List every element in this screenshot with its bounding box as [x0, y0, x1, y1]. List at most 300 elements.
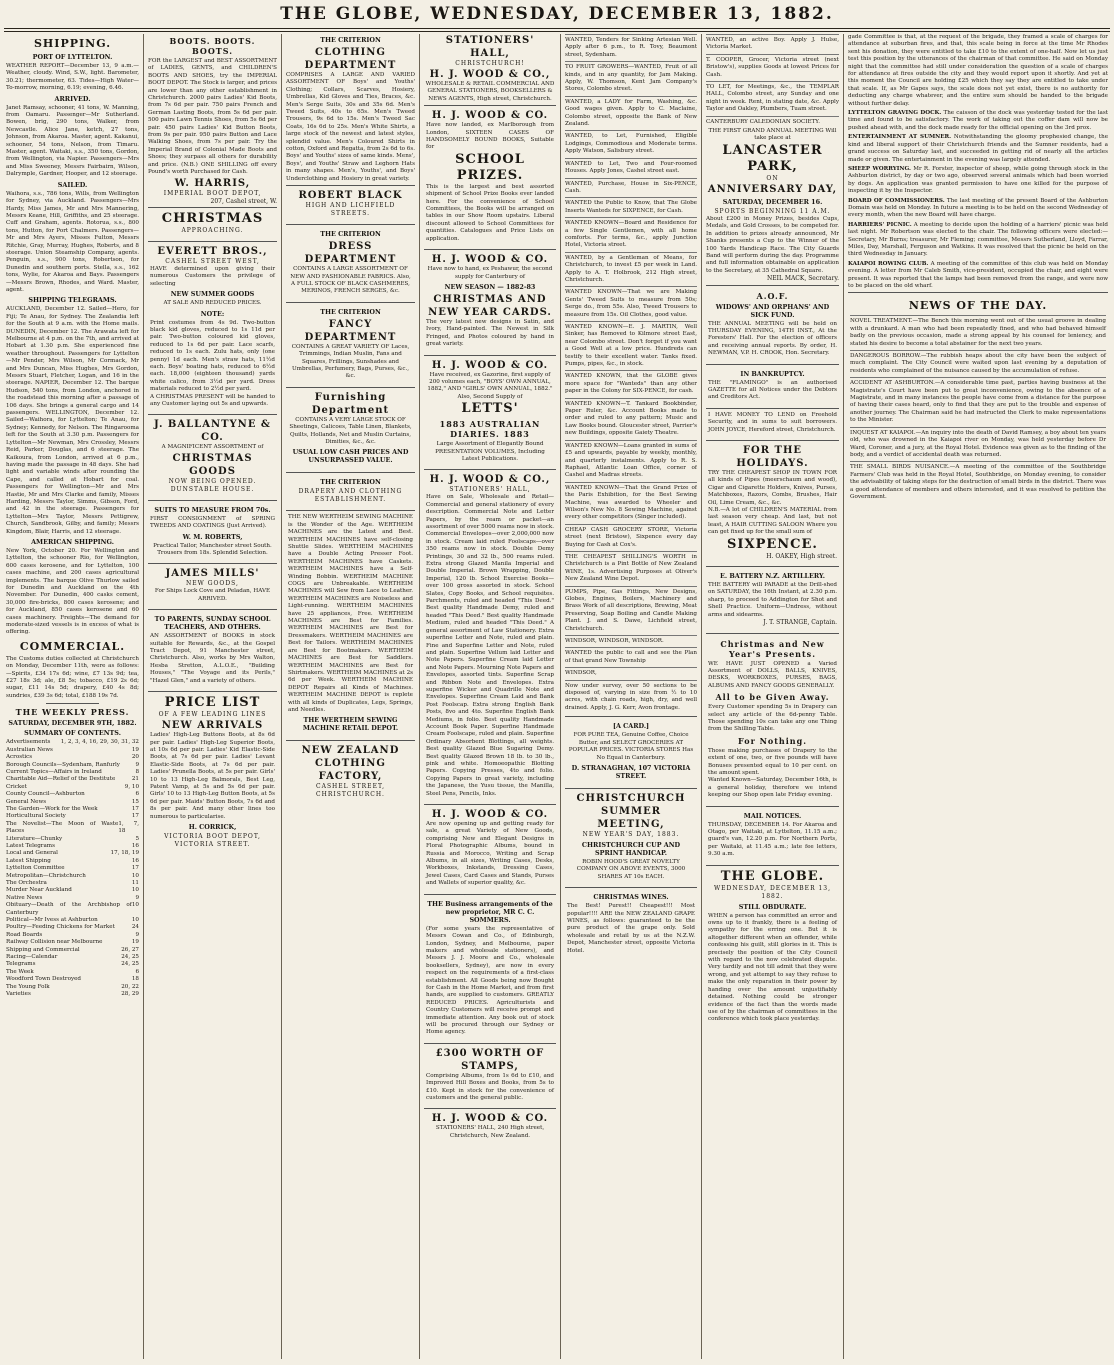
ad-title: DRESS DEPARTMENT	[304, 241, 397, 266]
editorial-text: gade Committee is that, at the request of the brigade, they framed a scale of charges for attendance at suburban fires, and that, this scale being in force at the time Mr Rhodes sent his donation, they were entitled to take £10 to the extent of one-half. Now let us just test this position by the utterances of the chairman of that committee. He said on Monday night that the committee had still under consideration the question of a scale of charges for attendance at fires outside the city and they would report upon it shortly. And yet at this moment the Council are holding £25 which they say they are entitled to take under that scale. If, as Mr Gapes says, the scale does not yet exist, there is no authority for deducting any charge whatever, and the entire sum should be handed to the brigade without further delay.	[848, 34, 1108, 107]
ad-heading: CHRISTMAS	[161, 210, 264, 226]
contents-title: Shipping and Commercial	[6, 946, 80, 953]
ad-heading: A.O.F.	[756, 290, 789, 301]
classified-ad: WANTED, by a Gentleman of Means, for Christchurch, to invest £5 per week in Land. Apply to A. T. Holbrook, 212 High street, Christchurch.	[565, 252, 697, 287]
advertiser-name: ROBERT BLACK	[298, 190, 403, 202]
contents-page: 5	[135, 835, 139, 842]
contents-row	[6, 821, 139, 836]
classified-ad: WANTED, a LADY for Farm, Washing, &c. Good wages given. Apply to C. Maclaine, Colombo street, opposite the Bank of New Zealand.	[565, 96, 697, 131]
ad-text: Trousers from 18s. Splendid Selection.	[157, 550, 268, 557]
classified-ad: WANTED to Let, Two and Four-roomed Houses. Apply Jones, Cashel street east.	[565, 158, 697, 178]
contents-row	[6, 836, 139, 843]
ad-subheading: WIDOWS' AND ORPHANS' AND SICK FUND.	[715, 302, 830, 319]
classified-ad: WANTED, an active Boy. Apply J. Hulse, Victoria Market.	[706, 34, 839, 54]
ad-text: THURSDAY, DECEMBER 14. For Akaroa and Otago, per Waitaki, at Lyttelton, 11.15 a.m.; guard's van, 12.20 p.m. For Northern Ports, per Waitaki, at 11.45 a.m.; late fee letters, 9.30 a.m.	[708, 821, 837, 858]
ad-subheading: STATIONERS' HALL,	[449, 486, 531, 494]
ad-subheading: NOTE:	[200, 309, 225, 318]
ad-highlight: SCHOOL PRIZES.	[455, 151, 525, 183]
advertiser-name: H. J. WOOD & CO.,	[429, 69, 551, 80]
ad-heading: Christmas and New Year's Presents.	[720, 638, 825, 659]
weather-report: WEATHER REPORT—December 13, 9 a.m.—Weather, cloudy. Wind, S.W., light. Barometer, 30.21; thermometer, 63. Tides—High Water—To-morrow, morning, 6.19; evening, 6.46.	[6, 63, 139, 92]
ad-text: THE "FLAMINGO" is an authorised GAZETTE for all Notices under the Debtors and Creditors Act.	[708, 379, 837, 401]
classified-ad: WANTED the public to call and see the Plan of that grand New Township	[565, 647, 697, 667]
contents-page: 1, 7, 18	[118, 820, 139, 835]
contents-page: 10	[131, 902, 139, 909]
contents-title: The Young Folk	[6, 983, 50, 990]
contents-title: Railway Collision near Melbourne	[6, 939, 103, 946]
column-divider	[843, 34, 844, 1359]
ad-text: About £200 in Money Prizes, besides Cups, Medals, and Gold Crosses, to be competed for. In addition to prizes already announced, Mr Shanks presents a Cup to the Winner of the 100 Yards Handicap Race. The City Guards Band will perform during the day. Programme and full information obtainable on application to the Secretary, at 35 Cathedral Square.	[706, 215, 839, 274]
ad-text: Comprising Albums, from 1s 6d to £10, and Improved Hill Boxes and Books, from 5s to £10. Kept in stock for the convenience of customers and the general public.	[426, 1072, 554, 1101]
advertiser-name: W. M. ROBERTS,	[182, 532, 243, 541]
contents-page: 24, 25	[121, 961, 139, 968]
ad-text: For Ships Lock Cove and Peladan, HAVE ARRIVED.	[154, 588, 271, 602]
contents-row	[6, 799, 139, 806]
column-wanteds	[565, 34, 697, 1359]
ad-text: FOR PURE TEA, Genuine Coffee, Choice Butter, and SELECT GROCERIES AT POPULAR PRICES. VICTORIA STORES Has No Equal in Canterbury.	[568, 732, 694, 761]
advertiser-name: NEW ZEALAND CLOTHING FACTORY,	[301, 745, 400, 783]
subheading: PORT OF LYTTELTON.	[32, 53, 113, 61]
ad-heading: THE CRITERION	[320, 307, 381, 316]
ad-text: CONTAINS A VERY LARGE STOCK OF Sheetings, Calicoes, Table Linen, Blankets, Quilts, Hollands, Net and Muslin Curtains, Dimities, &c., &c.	[289, 416, 412, 445]
ad-subheading: NEW GOODS,	[186, 580, 239, 588]
ad-text: ROBIN HOOD'S GREAT NOVELTY COMPANY ON ABOVE EVENTS, 3000 SHARES AT 10s EACH.	[576, 858, 686, 880]
column-divider	[701, 34, 702, 1359]
contents-title: Telegrams	[6, 961, 36, 968]
contents-page: 18	[131, 976, 139, 983]
contents-row	[6, 902, 139, 917]
masthead-rule	[4, 28, 1110, 32]
advertiser-address: CASHEL STREET WEST,	[165, 257, 260, 265]
ad-heading: TO PARENTS, SUNDAY SCHOOL TEACHERS, AND OTHERS.	[154, 615, 271, 632]
advertiser-name: D. STRANAGHAN, 107 VICTORIA STREET.	[571, 763, 691, 780]
ad-subheading: CHRISTCHURCH!	[455, 60, 525, 67]
contents-title: Horticultural Society	[6, 813, 66, 820]
contents-page: 9	[135, 931, 139, 938]
subheading: ARRIVED.	[54, 94, 91, 103]
weekly-press-date: SATURDAY, DECEMBER 9TH, 1882.	[8, 719, 137, 728]
ad-text: FIRST CONSIGNMENT of SPRING TWEEDS AND COATINGS (Just Arrived).	[150, 515, 275, 530]
contents-list	[6, 739, 139, 998]
ad-highlight: ANNIVERSARY DAY,	[707, 183, 838, 195]
column-stationers	[424, 34, 556, 1359]
advertiser-name: H. J. WOOD & CO.	[431, 110, 549, 122]
advertiser-name: H. J. WOOD & CO.	[431, 1113, 549, 1125]
contents-title: Charitable Aid—Relief of the Destitute	[6, 776, 116, 783]
advertiser-name: H. J. WOOD & CO.	[431, 809, 549, 821]
contents-title: Woodford Town Destroyed	[6, 976, 81, 983]
ad-highlight: LANCASTER PARK,	[722, 142, 823, 174]
ad-text: A MAGNIFICENT ASSORTMENT of	[161, 444, 264, 451]
column-divider	[419, 34, 420, 1359]
news-item: THE SMALL BIRDS NUISANCE.—A meeting of the committee of the Southbridge Farmers' Club was held in the Royal Hotel, Southbridge, on Monday evening, to consider the advisability of taking steps for the destruction of small birds in the district. There was a good attendance of members and others interested, and it was resolved to petition the Government.	[850, 461, 1106, 503]
section-heading: SHIPPING.	[33, 37, 112, 50]
contents-title: Australian News	[6, 746, 53, 753]
advertiser-name: H. J. WOOD & CO.,	[429, 474, 551, 486]
contents-title: Cricket	[6, 783, 27, 790]
ad-text: STATIONERS' HALL, 240 High street, Christchurch, New Zealand.	[435, 1125, 545, 1139]
ad-subheading: NEW YEAR'S DAY, 1883.	[582, 830, 680, 838]
news-item: INQUEST AT KAIAPOI.—An inquiry into the death of David Ramsey, a boy about ten years old, who was drowned in the Kaiapoi river on Monday, was held yesterday before Dr Ward, Coroner, and a jury, at the Royal Hotel. Evidence was given as to the finding of the body, and a verdict of accidental death was returned.	[850, 427, 1106, 462]
ad-subheading: APPROACHING.	[181, 226, 244, 234]
ad-text: (For some years the representative of Messrs Cowan and Co., of Edinburgh, London, Sydney, and Melbourne, paper makers and wholesale stationers), and Messrs J. J. Moore and Co., wholesale booksellers, Sydney), are now in every respect on the requirements of a first-class establishment. All Goods being now Bought for Cash in the Home Market, and from first hands, are supplied to customers. GREATLY REDUCED PRICES. Agriculturists and Country Customers will receive prompt and immediate attention. Any book out of stock will be procured through our Sydney or Home agency.	[426, 925, 554, 1036]
contents-title: Murder Near Auckland	[6, 887, 72, 894]
ad-heading: PRICE LIST	[164, 695, 261, 711]
ad-highlight: LETTS'	[461, 401, 519, 417]
ad-text: THE ANNUAL MEETING will be held on THURSDAY EVENING, 14TH INST., At the Foresters' Hall. For the election of officers and receiving annual reports. By order, H. NEWMAN, V.P. H. CROOK, Hon. Secretary.	[708, 320, 837, 357]
advertiser-name: H. CORRICK,	[188, 822, 237, 831]
section-heading: COMMERCIAL.	[19, 639, 126, 653]
contents-page: 9	[135, 894, 139, 901]
news-subhead: KAIAPOI ROWING CLUB.	[848, 260, 929, 267]
news-subhead: LYTTELTON GRAVING DOCK.	[848, 110, 942, 117]
contents-page: 6	[135, 791, 139, 798]
contents-row	[6, 991, 139, 998]
ad-heading: [A CARD.]	[612, 722, 650, 731]
column-news	[848, 34, 1108, 1359]
ad-subheading: DRAPERY AND CLOTHING ESTABLISHMENT.	[298, 488, 403, 504]
ad-text: Wanted Known—Saturday, December 16th, is a general holiday, therefore we intend keeping our Shop open late Friday evening.	[708, 777, 837, 799]
classified-ad: THE CHEAPEST SHILLING'S WORTH in Christchurch is a Pint Bottle of New Zealand WINE, 1s. Advertising Purposes at Oliver's New Zealand Wine Depot.	[565, 551, 697, 586]
contents-title: Literature—Chunky	[6, 835, 63, 842]
ad-highlight: For Nothing.	[738, 735, 807, 746]
news-text: The last meeting of the present Board of the Ashburton Domain was held on Monday. In future a meeting is to be held on the second Wednesday of every month, when the new Board will have charge.	[848, 197, 1108, 219]
ad-subheading: NEW SEASON — 1882-83	[444, 282, 536, 291]
ad-text: HAVE determined upon giving their numerous Customers the privilege of selecting	[150, 265, 275, 287]
news-item: ACCIDENT AT ASHBURTON.—A considerable time past, parties having business at the Magistrate's Court have been put to great inconvenience, owing to the absence of a Magistrate, and in many instances the people have come from a distance for the purpose of having their cases heard, only to find that they are put to the trouble and expense of another journey. The Chairman said he had instructed the Clerk to make representations to the Minister.	[850, 377, 1106, 426]
column-shipping	[6, 34, 139, 1359]
classified-ad: T. COOPER, Grocer, Victoria street (next Bristow's), supplies Goods at lowest Prices for Cash.	[706, 54, 839, 81]
classified-ad: WANTED KNOWN—T. Tankard Bookbinder, Paper Ruler, &c. Account Books made to order and ruled to any pattern; Music and Law Books bound. Gloucester street, Parrier's new Buildings, opposite Gaiety Theatre.	[565, 398, 697, 440]
ad-text: COMPRISES A LARGE AND VARIED ASSORTMENT OF Boys' and Youths' Clothing; Collars, Scarves, Hosiery, Umbrellas, Kid Gloves and Ties, Braces, &c. Men's Serge Suits, 30s and 35s 6d. Men's Tweed Suits, 40s to 65s. Men's Tweed Trousers, 9s 6d to 15s. Men's Tweed Sac Coats, 16s 6d to 25s. Men's White Shirts, a large stock of the newest and latest styles, splendid value. Men's Coloured Shirts in cotton, Oxford and Regatta, from 2s 6d to 6s. Boys' and Youths' sizes of same kinds. Mens', Boys', and Youths' Straw and Leghorn Hats in many shapes. Men's, Youths', and Boys' Underclothing and Hosiery in great variety.	[286, 72, 415, 182]
weekly-press-title: THE WEEKLY PRESS.	[15, 707, 130, 718]
advertiser-address: VICTORIA BOOT DEPOT,	[164, 832, 261, 840]
contents-title: Latest Shipping	[6, 857, 51, 864]
contents-page: 19	[131, 939, 139, 946]
classified-ad: WANTED, Purchase, House in Six-PENCE, Cash.	[565, 178, 697, 198]
ad-highlight: CHRISTMAS GOODS	[172, 452, 253, 477]
contents-page: 24	[131, 924, 139, 931]
subheading: SUMMARY OF CONTENTS.	[24, 729, 121, 738]
advertiser-name: EVERETT BROS.,	[157, 245, 268, 257]
ad-text: Are now opening up and getting ready for sale, a great Variety of New Goods, comprising New and Elegant Designs in Floral Photographic Albums, bound in Russia and Morocco, Writing and Scrap Albums, in all sizes, Writing Cases, Desks, Workboxes, Inkstands, Dressing Cases, Jewel Cases, Card Cases and Stands, Purses and Wallets of superior quality, &c.	[426, 821, 554, 887]
editorial-date: WEDNESDAY, DECEMBER 13, 1882.	[713, 884, 832, 900]
ad-heading: SUITS TO MEASURE FROM 70s.	[154, 505, 271, 514]
advertiser-name: THE WERTHEIM SEWING MACHINE RETAIL DEPOT.	[302, 716, 399, 733]
ad-subheading: CHRISTCHURCH CUP AND SPRINT HANDICAP.	[581, 840, 681, 857]
article-text: The Customs duties collected at Christchurch on Monday, December 11th, were as follows:—Spirits, £34 17s 6d; wine, £7 13s 9d; tea, £27 18s 3d; ale, £8 5s; tobacco, £19 2s 6d; sugar, £11 14s 5d; drapery, £40 4s 8d; sundries, £39 3s 6d; total, £188 19s 7d.	[6, 655, 139, 699]
news-subhead: HARRIERS' PICNIC.	[848, 221, 912, 228]
contents-title: Metropolitan—Christchurch	[6, 872, 86, 879]
article-text: Waihora, s.s., 786 tons, Wills, from Wellington for Sydney, via Auckland. Passengers—Mrs Hardy, Miss James, Mr and Mrs Mannering, Messrs Keane, Hill, Griffiths, and 25 steerage. Cuff and Graham, agents. Rotorua, s.s., 800 tons, Hutton, for Port Chalmers. Passengers—Mr and Mrs Ayers, Misses Fulton, Messrs Ritchie, Gray, Murray, Hughes, Roberts, and 8 steerage. Union Steamship Company, agents. Penguin, s.s., 900 tons, Robertson, for Dunedin and southern ports. Stella, s.s., 162 tons, Wylie, for Akaroa and Bays. Passengers—Messrs Brown, Rhodes, and Ward. Master, agent.	[6, 190, 139, 293]
ad-highlight: SIXPENCE.	[727, 536, 818, 552]
column-ads-2	[286, 34, 415, 1359]
ad-text: TRY THE CHEAPEST SHOP IN TOWN FOR all kinds of Pipes (meerschaum and wood), Cigar and Cigarette Holders, Knives, Purses, Matchboxes, Razors, Combs, Brushes, Hair Oil, Lime Cream, &c., &c.	[708, 470, 837, 506]
classified-ad: WANTED, to Let, Furnished, Eligible Lodgings, Commodious and Moderate terms. Apply Watson, Salisbury street.	[565, 130, 697, 157]
contents-title: The Orchestra	[6, 880, 47, 886]
contents-title: Road Boards	[6, 931, 43, 938]
ad-subheading: NOW BEING OPENED.	[168, 477, 257, 485]
contents-title: Current Topics—Affairs in Ireland	[6, 768, 102, 775]
contents-row	[6, 843, 139, 850]
ad-heading: THE CRITERION	[320, 478, 381, 487]
sewing-machine-ad: THE NEW WERTHEIM SEWING MACHINE is the Wonder of the Age. WERTHEIM MACHINES are the Latest and Best. WERTHEIM MACHINES have self-closing Shuttle Slides. WERTHEIM MACHINES have a Double Acting Presser Foot. WERTHEIM MACHINES have Caskets. WERTHEIM MACHINES have a Self-Winding Bobbin. WERTHEIM MACHINE COGS are Unbreakable. WERTHEIM MACHINES will Sew from Lace to Leather. WERTHEIM MACHINES are Noiseless and Light-running. WERTHEIM MACHINES have 25 appliances, Free. WERTHEIM MACHINES are Best for Families. WERTHEIM MACHINES are Best for Dressmakers. WERTHEIM MACHINES are Best for Tailors. WERTHEIM MACHINES are Best for Bootmakers. WERTHEIM MACHINES are Best for Saddlers. WERTHEIM MACHINES are Best for Shirtmakers. WERTHEIM MACHINES at 2s 6d per Week. WERTHEIM MACHINE DEPOT Repairs all Kinds of Machines. WERTHEIM MACHINE DEPOT is replete with all kinds of Duplicates, Legs, Springs, and Needles.	[288, 514, 413, 713]
ad-subheading: SPORTS BEGINNING 11 A.M.	[714, 207, 831, 215]
ad-highlight: NEW ARRIVALS	[161, 720, 264, 732]
news-item: DANGEROUS BORROW.—The rubbish heaps about the city have been the subject of much complaint. The City Council were waited upon last evening by a deputation of residents who complained of the nuisance caused by the accumulation of refuse.	[850, 350, 1106, 377]
section-heading: NEWS OF THE DAY.	[908, 299, 1048, 313]
contents-page: 15	[131, 798, 139, 805]
article-text: New York, October 20. For Wellington and Lyttelton, the schooner Rio, for Wellington, 600 cases kerosene, and for Lyttelton, 100 cases machine, and 200 cases agricultural implements. The barque Olive Thurlow sailed for Dunedin and Auckland on the 4th November. For Dunedin, 400 casks cement, 30,000 fire-bricks, 800 cases kerosene; and for Auckland, 850 cases kerosene and 60 cases machinery. Freights—The demand for moderate-sized vessels is in excess of what is offering.	[6, 547, 139, 636]
ad-text: Ladies' High-Leg Buttons Boots, at 8s 6d per pair. Ladies' High-Leg Superior Boots, at 10s 6d per pair. Ladies' Kid Elastic-Side Boots, at 7s 6d per pair. Ladies' Levant Elastic-Side Boots, at 7s 6d per pair. Ladies' Prunella Boots, at 5s per pair. Girls' 10 to 13 High-Leg Balmorals, Best Leg, Patent Vamp, at 5s and 5s 6d per pair. Girls' 10 to 13 High-Leg Button Boots, at 5s 6d per pair. Maids' Button Boots, 7s 6d and 8s per pair. And many other lines too numerous to particularise.	[150, 732, 275, 820]
contents-page: 9, 10	[124, 783, 139, 790]
contents-row	[6, 850, 139, 857]
advertiser-address: DUNSTABLE HOUSE.	[170, 485, 255, 493]
notice-list	[706, 34, 839, 128]
ad-heading: IN BANKRUPTCY.	[740, 369, 805, 378]
news-text: A meeting to decide upon the holding of a harriers' picnic was held last night. Mr Robertson was elected to the chair. The following officers were elected:—Secretary, Mr Burns; treasurer, Mr Fleming; committee, Messrs Sutherland, Lloyd, Farrar, Miles, Day, Marshall, Ferguson and Watkins. It was resolved that the picnic be held on the third Wednesday in January.	[848, 221, 1108, 258]
editorial-text: WHEN a person has committed an error and owns up to it frankly, there is a feeling of sympathy for the erring one. But it is altogether different when an offender, while confessing his guilt, still glories in it. This is precisely the position of the City Council with regard to the now celebrated dispute. Very tardily and not till admit that they were wrong, and yet attempt to say they refuse to make the only reparation in their power by handing over the amount unjustifiably detained. Nothing could be stronger evidence of the fact than the words made use of by the chairman of committees in the conference which took place yesterday.	[708, 912, 837, 1023]
ad-subheading: OF A FEW LEADING LINES	[158, 711, 267, 719]
ad-text: This is the largest and best assorted shipment of School Prize Books ever landed here. For the convenience of School Committees, the Books will be arranged on tables in our Show Room upstairs. Liberal discount allowed to School Committees for quantities. Catalogues and Price Lists on application.	[426, 183, 554, 242]
ad-heading: STATIONERS' HALL,	[445, 35, 535, 59]
advertiser-name: J. BALLANTYNE & CO.	[154, 419, 271, 444]
contents-page: 20, 22	[121, 983, 139, 990]
ad-highlight: All to be Given Away.	[715, 692, 830, 703]
ad-text: Print costumes from 4s 9d. Two-button black kid gloves, reduced to 1s 11d per pair. Two-button coloured kid gloves, reduced to 1s 6d per pair. Lace scarfs, reduced to 1s each. Zulu hats, only (one penny) 1d each. Men's straw hats, 11½d each. Boys' boating hats, reduced to 6½d each. 18,000 (eighteen thousand) yards white calico, from 3½d per yard. Dress materials reduced to 2½d per yard.	[150, 319, 275, 393]
ad-highlight: NEW SUMMER GOODS	[170, 290, 255, 299]
contents-title: Acrostics	[6, 754, 33, 761]
ad-text: THE BATTERY will PARADE at the Drill-shed on SATURDAY, the 16th Instant, at 2.30 p.m. sharp, to proceed to Addington for Shot and Shell Practice. Uniform—Undress, without arms and sidearms.	[708, 582, 837, 618]
contents-title: Advertisements	[6, 739, 51, 746]
ad-heading: THE Business arrangements of the new proprietor, MR C. C. SOMMERS.	[427, 899, 553, 924]
advertiser-name: JAMES MILLS'	[165, 568, 260, 580]
advertiser-address: IMPERIAL BOOT DEPOT,	[163, 189, 262, 197]
ad-text: AT SALE AND REDUCED PRICES.	[163, 300, 262, 307]
contents-row	[6, 865, 139, 872]
contents-page: 17	[131, 865, 139, 872]
classified-ad: WANTED, Tenders for Sinking Artesian Well. Apply after 6 p.m., to R. Tovy, Beaumont street, Sydenham.	[565, 34, 697, 61]
contents-page: 11	[131, 880, 139, 886]
advertiser-address: Practical Tailor, Manchester street South.	[153, 542, 272, 549]
classified-ad: WANTED KNOWN, that the GLOBE gives more space for "Wanteds" than any other paper in the Colony for SIX-PENCE, for cash.	[565, 370, 697, 397]
classified-ad: WANTED the Public to Know, that The Globe Inserts Wanteds for SIXPENCE, for Cash.	[565, 197, 697, 217]
contents-page: 16	[131, 857, 139, 864]
advertiser-address: HIGH AND LICHFIELD STREETS.	[305, 202, 396, 218]
contents-row	[6, 873, 139, 880]
signature: NEIL MACK, Secretary.	[766, 275, 839, 283]
ad-subheading: ON	[766, 174, 779, 182]
ad-heading: E. BATTERY N.Z. ARTILLERY.	[720, 572, 825, 581]
event-date: SATURDAY, DECEMBER 16.	[722, 197, 823, 206]
contents-page: 28, 29	[121, 991, 139, 998]
article-text: Janet Ramsay, schooner, 41 tons, W. Manning, from Oamaru. Passenger—Mr Sutherland. Bowen, brig, 290 tons, Walker, from Newcastle. Alice Jane, ketch, 27 tons, Johnson, from Akaroa. Master, agent. Kakanui, schooner, 54 tons, Nelson, from Timaru. Master, agent. Waitaki, s.s., 350 tons, Gordon, from Wellington, via Napier. Passengers—Mrs and Miss Sweeney, Messrs Fairbairn, Wilson, Dalrymple, Gardner, Hooper, and 12 steerage.	[6, 104, 139, 178]
column-ads-1	[148, 34, 277, 1359]
contents-row	[6, 747, 139, 754]
contents-row	[6, 813, 139, 820]
classified-ad: WANTED KNOWN—Board and Residence for a few Single Gentlemen, with all home comforts. For terms, &c., apply Junction Hotel, Victoria street.	[565, 217, 697, 252]
advertiser-name: W. HARRIS,	[174, 177, 251, 189]
ad-heading: BOOTS. BOOTS. BOOTS.	[169, 36, 256, 56]
ad-text: CONTAINS A GREAT VARIETY OF Laces, Trimmings, Indian Muslin, Fans and Squares, Frillings, Sunshades and Umbrellas, Perfumery, Bags, Purses, &c., &c.	[291, 343, 410, 380]
contents-row	[6, 880, 139, 887]
contents-row	[6, 806, 139, 813]
news-subhead: SHEEP WORRYING.	[848, 165, 911, 172]
contents-row	[6, 887, 139, 894]
news-item: NOVEL TREATMENT.—The Bench this morning went out of the usual groove in dealing with a drunkard. A man who had been repeatedly fined, and who had behaved himself badly on the previous occasion, made a strong appeal by his counsel for leniency, and stated his desire to become a total abstainer for the next two years.	[850, 315, 1106, 350]
contents-title: The Garden—Work for the Week	[6, 805, 98, 812]
ad-heading: FOR THE HOLIDAYS.	[736, 445, 809, 469]
ad-text: Those making purchases of Drapery to the extent of one, two, or five pounds will have Bonuses presented equal to 10 per cent. on the amount spent.	[708, 747, 837, 776]
column-divider	[560, 34, 561, 1359]
ad-highlight: CHRISTMAS AND NEW YEAR CARDS.	[428, 293, 552, 318]
news-text: Mr R. Forster, inspector of sheep, while going through stock in the Ashburton district, by day or two ago, observed several animals which had been worried by dogs. An application was granted permission to have one killed for the purpose of inspecting it by the Inspector.	[848, 165, 1108, 195]
ad-heading: MAIL NOTICES.	[743, 811, 802, 820]
masthead: THE GLOBE, WEDNESDAY, DECEMBER 13, 1882.	[280, 4, 834, 24]
classified-ad: WANTED KNOWN—E. J. MARTIN, Well Sinker, has Removed to Kilmore street East, near Colombo street. Don't forget if you want a Good Well at a low price. Hundreds can testify to their excellent water. Tanks fixed. Pumps, pipes, &c., in stock.	[565, 321, 697, 370]
subheading: AMERICAN SHIPPING.	[31, 537, 114, 546]
advertiser-name: H. J. WOOD & CO.	[431, 254, 549, 266]
contents-page: 9	[135, 761, 139, 768]
contents-row	[6, 932, 139, 939]
contents-row	[6, 739, 139, 746]
contents-page: 6	[135, 968, 139, 975]
contents-row	[6, 924, 139, 931]
contents-row	[6, 961, 139, 968]
ad-heading: CHRISTCHURCH SUMMER MEETING,	[576, 792, 686, 830]
contents-title: The Week	[6, 968, 34, 975]
contents-row	[6, 976, 139, 983]
news-subhead: ENTERTAINMENT AT SUMNER.	[848, 134, 952, 141]
classified-ad: TO LET, for Meetings, &c., the TEMPLAR HALL, Colombo street, any Sunday and one night in week. Rent, in stating date, &c. Apply Taylor and Oakley, Plumbers, Tuam street.	[706, 81, 839, 116]
contents-page: 19	[131, 746, 139, 753]
ad-text: The Best! Purest!! Cheapest!!! Most popular!!!! ARE the NEW ZEALAND GRAPE WINES, as follows: guaranteed to be the pure product of the grape only. Sold wholesale and retail by us at the N.Z.W. Depot, Manchester street, opposite Victoria Hotel.	[567, 903, 695, 954]
contents-page: 17	[131, 813, 139, 820]
classified-ad: WANTED KNOWN—That the Grand Prize of the Paris Exhibition, for the Best Sewing Machine, was awarded to Wheeler and Wilson's New No. 8 Sewing Machine, against every other competitors (Singer included).	[565, 482, 697, 524]
contents-page: 20	[131, 754, 139, 761]
contents-title: County Council—Ashburton	[6, 791, 85, 798]
news-text: Notwithstanding the gloomy prophesied change, the kind and liberal support of their Christchurch friends and the Sumner residents, had a grand success on Saturday last, and succeeded in getting rid of nearly all the articles made or given. The entertainment in the evening was largely attended.	[848, 134, 1108, 163]
divider	[46, 703, 99, 704]
ad-title: CLOTHING DEPARTMENT	[304, 47, 397, 71]
ad-text: Have on Sale, Wholesale and Retail—Commercial and general stationery of every description. Commercial Note and Letter Papers, by the ream or packet—an assortment of over 5000 reams now in stock. Commercial Envelopes—over 2,000,000 now in stock. Cream laid ruled Foolscaps—over 350 reams now in stock. Double Demy Printings, 30 and 32 lb., 500 reams ruled. Extra strong Glazed Manila Imperial and Double Imperial. Brown Wrapping, Double Imperial, 120 lb. School Exercise Books—over 100 gross assorted in stock. School Slates, Copy Books, and School requisites. Parchments, ruled and headed "This Deed." Best quality Handmade Demy, ruled and headed "This Deed." Best quality Handmade Medium, ruled and headed "This Deed." A general assortment of Law Stationery. Extra superfine Letter and Note, ruled and plain. Fine and Superfine Letter and Note, ruled and plain. Superfine Vellum laid Letter and Note Papers. Superfine Cream laid Letter and Note Papers. Mourning Note Papers and Envelopes, assorted tints. Superfine Scrap and Ribbon Note and Envelopes. Extra superfine Wicker and Quadrille Note and Envelopes. Superfine Cream Laid and Bank Post Foolscap. Extra strong English Bank Posts, 8vo and 4to. Superfine English Bank Mediums, in folio. Best quality Handmade Account Book Paper. Superfine Handmade Cream Foolscape, ruled and plain. Superfine Ordinary Absorbent Blottings, all weights. Best quality Glazed Blue Sugaring Demy. Best quality Glazed Brown 18 lb. to 30 lb., pink and white. Homoeopathic Blotting Papers. Copying Presses, 4to and folio. Copying Papers in great variety, including the Japanese, the Yusu tissue, the Manilla, Steel Pens, Pencils, Inks.	[426, 494, 554, 797]
ad-text: CONTAINS A LARGE ASSORTMENT OF NEW AND FASHIONABLE FABRICS. Also, A FULL STOCK OF BLACK CASHMERES, MERINOS, FRENCH SERGES, &c.	[290, 266, 411, 295]
contents-title: Varieties	[6, 991, 31, 998]
classified-ad: CANTERBURY CALEDONIAN SOCIETY.	[706, 116, 839, 128]
ad-highlight: 1883 AUSTRALIAN DIARIES. 1883	[439, 419, 541, 440]
signature: J. T. STRANGE, Captain.	[763, 619, 837, 627]
contents-row	[6, 984, 139, 991]
subheading: SAILED.	[57, 180, 88, 189]
news-list	[850, 315, 1106, 503]
column-divider	[143, 34, 144, 1359]
ad-text: Have received, ex Gazorine, first supply of 200 volumes each, "BOYS' OWN ANNUAL, 1882," AND "GIRLS' OWN ANNUAL, 1882." Also, Second Supply of	[427, 371, 553, 400]
contents-row	[6, 917, 139, 924]
contents-page: 10	[131, 917, 139, 924]
ad-text: Have now landed, ex Marlborough from London, SIXTEEN CASES OF HANDSOMELY BOUND BOOKS, Suitable for	[426, 122, 554, 151]
classified-ad: PUMPS, Pipe, Gas Fittings, New Designs, Globes, Engines, Boilers, Machinery and Brass Work of all descriptions, Brewing, Meat Preserving, Soap Boiling and Candle Making Plant. J. and S. Dawe, Lichfield street, Christchurch.	[565, 586, 697, 635]
classified-ad: WANTED KNOWN—That we are Making Gents' Tweed Suits to measure from 50s; Serge do., from 55s. Also, Tweed Trousers to measure from 15s. Oil Clothes, good value.	[565, 286, 697, 321]
ad-text: Every Customer spending 5s in Drapery can select any article of the 6d-penny Table. Those spending 10s can take any one Thing from the Shilling Table.	[708, 704, 837, 733]
ad-title: Furnishing Department	[311, 391, 390, 416]
article-text: AUCKLAND, December 12. Sailed—Hero, for Fiji; Te Anau, for Sydney. The Zealandia left for the South at 9 a.m. with the Home mails. DUNEDIN, December 12. The Arawata left for Melbourne at 4 p.m. on the 7th, and arrived at Hobart at 1.30 p.m. She experienced fine weather throughout. Passengers for Lyttelton—Mr Pender, Mrs Wilson, Mr Cormack, Mr and Mrs Duncan, Miss Hughes, Mrs Gordon, Messrs Stuart, Fletcher, Logan, and 16 in the steerage. NAPIER, December 12. The barque Hudson, 540 tons, from London, anchored in the roadstead this morning after a passage of 106 days. She brings a general cargo and 14 passengers. WELLINGTON, December 12. Sailed—Waihora, for Lyttelton; Te Anau, for Sydney; Kennedy, for Nelson. The Ringarooma left for the South at 3.30 p.m. Passengers for Lyttelton—Mr Newman, Mrs Crossley, Messrs Reid, Parker, Douglas, and 6 steerage. The Kaikoura, from London, arrived at 6 p.m., having made the passage in 48 days. She had light and variable winds after rounding the Cape, and called at Hobart for coal. Passengers for Wellington—Mr and Mrs Hastie, Mr and Mrs Clarke and family, Misses Harding, Messrs Taylor, Simms, Gibson, Ford, and 42 in the steerage. Passengers for Lyttelton—Mrs Taylor, Messrs Pettigrew, Church, Sandbrook, Gilby, and family; Messrs Kingdom, Blair, Harris, and 12 steerage.	[6, 306, 139, 535]
contents-title: Poultry—Feeding Chickens for Market	[6, 924, 115, 931]
ad-text: The very latest new designs in Satin, and Ivory, Hand-painted. The Newest in Silk Fringed, and Photos coloured by hand in great variety.	[426, 318, 554, 348]
contents-row	[6, 954, 139, 961]
advertiser-street: 207, Cashel street, W.	[210, 197, 277, 205]
ad-heading: CHRISTMAS WINES.	[593, 893, 669, 902]
ad-highlight: £300 WORTH OF STAMPS,	[435, 1047, 545, 1072]
contents-title: General News	[6, 798, 47, 805]
wanted-list	[565, 34, 697, 714]
contents-row	[6, 858, 139, 865]
contents-page: 10	[131, 887, 139, 894]
subheading: SHIPPING TELEGRAMS.	[28, 296, 117, 305]
contents-title: Local and General	[6, 850, 58, 857]
news-text: The caisson of the dock was yesterday tested for the last time and found to be satisfactory. The work of taking out the coffer dam will now be pushed ahead with, and the dock made ready for the official opening on the 3rd prox.	[848, 110, 1108, 131]
classified-ad: TO FRUIT GROWERS—WANTED, Fruit of all kinds, and in any quantity, for Jam Making. Apply, W. Thomson, Kent Jam Company's Stores, Colombo street.	[565, 61, 697, 96]
editorial-masthead: THE GLOBE.	[720, 868, 825, 884]
signature: H. OAKEY, High street.	[766, 552, 837, 560]
ad-highlight: USUAL LOW CASH PRICES AND UNSURPASSED VALUE.	[292, 448, 409, 465]
contents-row	[6, 947, 139, 954]
contents-title: Borough Councils—Sydenham, Ranfurly	[6, 761, 120, 768]
contents-row	[6, 939, 139, 946]
contents-title: Lyttelton Committee	[6, 865, 65, 872]
contents-row	[6, 791, 139, 798]
ad-text: N.B.—A lot of CHILDREN'S MATERIAL from last season very cheap. And last, but not least, A HAIR CUTTING SALOON Where you can get fixed up for the small sum of	[708, 507, 837, 536]
ad-title: FANCY DEPARTMENT	[304, 318, 397, 343]
classified-ad: WINDSOR,	[565, 667, 697, 679]
contents-page: 10	[131, 872, 139, 879]
contents-row	[6, 776, 139, 783]
contents-page: 17, 18, 19	[110, 850, 139, 857]
advertiser-name: H. J. WOOD & CO.	[431, 359, 549, 371]
contents-row	[6, 784, 139, 791]
contents-title: Political—Mr Ivess at Ashburton	[6, 917, 98, 924]
contents-page: 24, 25	[121, 954, 139, 961]
ad-text: Have now to hand, ex Peshawur, the second supply for Canterbury of	[427, 266, 553, 280]
classified-ad: CHEAP CASH GROCERY STORE, Victoria street (next Bristow), Sixpence every day Buying for Cash at Cox's.	[565, 524, 697, 551]
classified-ad: WANTED KNOWN—Loans granted in sums of £5 and upwards, payable by weekly, monthly, and quarterly instalments. Apply to R. S. Raphael, Atlantic Loan Office, corner of Cashel and Madras streets.	[565, 440, 697, 482]
contents-title: Racing—Calendar	[6, 954, 58, 961]
contents-page: 1, 2, 3, 4, 16, 29, 30, 31, 32	[60, 739, 139, 746]
news-text: A meeting of the committee of this club was held on Monday evening. A letter from Mr Caleb Smith, vice-president, occupied the chair, and eight were present. It was reported that the lamps had been removed from the range, and were now to be placed on the old wharf.	[848, 260, 1108, 289]
contents-page: 21	[131, 776, 139, 783]
ad-text: A CHRISTMAS PRESENT will be handed to any Customer laying out 5s and upwards.	[150, 393, 275, 407]
ad-text: THE FIRST GRAND ANNUAL MEETING Will take place at	[708, 128, 837, 142]
ad-heading: THE CRITERION	[320, 230, 381, 239]
contents-row	[6, 969, 139, 976]
contents-page: 16	[131, 842, 139, 849]
contents-row	[6, 895, 139, 902]
ad-heading: THE CRITERION	[320, 36, 381, 44]
ad-text: I HAVE MONEY TO LEND on Freehold Security, and in sums to suit borrowers. JOHN JOYCE, Hereford street, Christchurch.	[708, 411, 837, 433]
contents-title: Latest Telegrams	[6, 842, 55, 849]
column-notices	[706, 34, 839, 1359]
news-subhead: BOARD OF COMMISSIONERS.	[848, 197, 945, 204]
ad-text: WE HAVE JUST OPENED a Varied Assortment of DOLLS, BALLS, KNIVES, DESKS, WORKBOXES, PURSES, BAGS, ALBUMS AND FANCY GOODS GENERALLY.	[708, 660, 837, 689]
advertiser-address: CASHEL STREET, CHRISTCHURCH.	[316, 783, 385, 799]
classified-ad: Now under survey, over 50 sections to be disposed of, varying in size from ½ to 10 acres, with chain roads, high, dry, and well drained. Apply, J. G. Kerr, Avon frontage.	[565, 680, 697, 715]
column-divider	[281, 34, 282, 1359]
contents-title: Native News	[6, 894, 43, 901]
contents-row	[6, 762, 139, 769]
ad-text: FOR the LARGEST and BEST ASSORTMENT of LADIES, GENTS, and CHILDREN'S BOOTS AND SHOES, try the IMPERIAL BOOT DEPOT. The Stock is larger, and prices are lower than any other establishment in Christchurch. 2000 pairs Ladies' Kid Boots, from 7s 6d per pair. 750 pairs French and German Lasting Boots, from 5s 6d per pair. 500 pairs Lawn Tennis Shoes, from 5s 6d per pair. 450 pairs Ladies' Kid Button Boots, from 9s per pair. 950 pairs Button and Lace Walking Shoes, from 7s per pair. Try the Imperial Brand of Colonial Made Boots and Shoes; they surpass all others for durability and price. (N.B.) ONE SHILLING off every Pound's worth Purchased for Cash.	[148, 58, 277, 176]
ad-text: WHOLESALE & RETAIL COMMERCIAL AND GENERAL STATIONERS, BOOKSELLERS & NEWS AGENTS, High street, Christchurch.	[425, 81, 555, 102]
contents-page: 26, 27	[121, 946, 139, 953]
contents-page: 17	[131, 805, 139, 812]
